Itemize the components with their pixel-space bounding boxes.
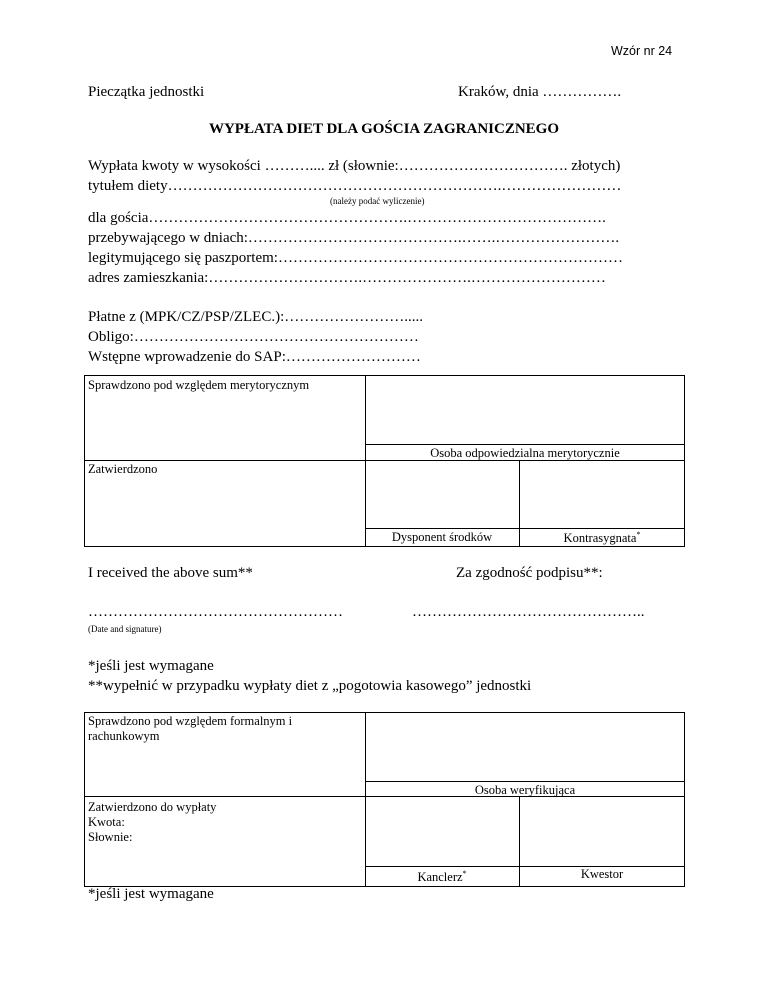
obligo-line: Obligo:………………………………………………… <box>88 329 419 345</box>
in-words-label: Słownie: <box>88 830 133 844</box>
page-title: WYPŁATA DIET DLA GOŚCIA ZAGRANICZNEGO <box>208 121 560 137</box>
countersign-label: Kontrasygnata* <box>563 529 641 545</box>
form-number: Wzór nr 24 <box>611 44 673 58</box>
approval-divider-right-top <box>365 444 685 445</box>
diet-title-line: tytułem diety………………………………………………………….…………………… <box>88 178 622 194</box>
amount-label: Kwota: <box>88 815 125 829</box>
cash-desk-note: **wypełnić w przypadku wypłaty diet z „pogotowia kasowego” jednostki <box>88 678 532 694</box>
approval-divider-left <box>84 460 365 461</box>
guest-line: dla gościa…………………………………………….…………………………………. <box>88 210 606 226</box>
chancellor-label: Kanclerz* <box>417 868 467 884</box>
signature-match-label: Za zgodność podpisu**: <box>456 565 603 581</box>
verification-divider-left <box>84 796 365 797</box>
approval-box-outline <box>84 375 685 547</box>
checked-formal-label: Sprawdzono pod względem formalnym i <box>88 714 293 728</box>
sap-line: Wstępne wprowadzenie do SAP:……………………… <box>88 349 421 365</box>
calc-note: (należy podać wyliczenie) <box>330 196 425 206</box>
verification-divider-right-top <box>365 781 685 782</box>
paid-from-line: Płatne z (MPK/CZ/PSP/ZLEC.):……………………..... <box>88 309 424 325</box>
checked-merit-label: Sprawdzono pod względem merytorycznym <box>88 378 310 392</box>
approval-divider-bottom <box>365 528 685 529</box>
received-sum-label: I received the above sum** <box>88 565 253 581</box>
footer-note: *jeśli jest wymagane <box>88 886 214 902</box>
disposer-label: Dysponent środków <box>391 530 493 544</box>
signature-dots-left: …………………………………………… <box>88 604 343 620</box>
stay-days-line: przebywającego w dniach:…………………………………….…….……………………. <box>88 230 620 246</box>
signature-dots-right: ……………………………………….. <box>412 604 645 620</box>
verification-divider-main <box>365 712 366 887</box>
passport-line: legitymującego się paszportem:…………………………………………………………… <box>88 250 623 266</box>
stamp-label: Pieczątka jednostki <box>88 84 205 100</box>
approved-label: Zatwierdzono <box>88 462 158 476</box>
merit-person-label: Osoba odpowiedzialna merytorycznie <box>430 446 620 460</box>
place-date: Kraków, dnia ……………. <box>458 84 622 100</box>
approved-payment-label: Zatwierdzono do wypłaty <box>88 800 217 814</box>
date-signature-note: (Date and signature) <box>88 624 162 634</box>
payment-amount-line: Wypłata kwoty w wysokości ……….... zł (słownie:……………………………. złotych) <box>88 158 621 174</box>
address-line: adres zamieszkania:………………………….………………….……………………… <box>88 270 606 286</box>
if-required-note: *jeśli jest wymagane <box>88 658 214 674</box>
checked-formal-label-2: rachunkowym <box>88 729 160 743</box>
verifier-label: Osoba weryfikująca <box>474 783 576 797</box>
approval-divider-main <box>365 375 366 547</box>
quaestor-label: Kwestor <box>580 867 624 881</box>
